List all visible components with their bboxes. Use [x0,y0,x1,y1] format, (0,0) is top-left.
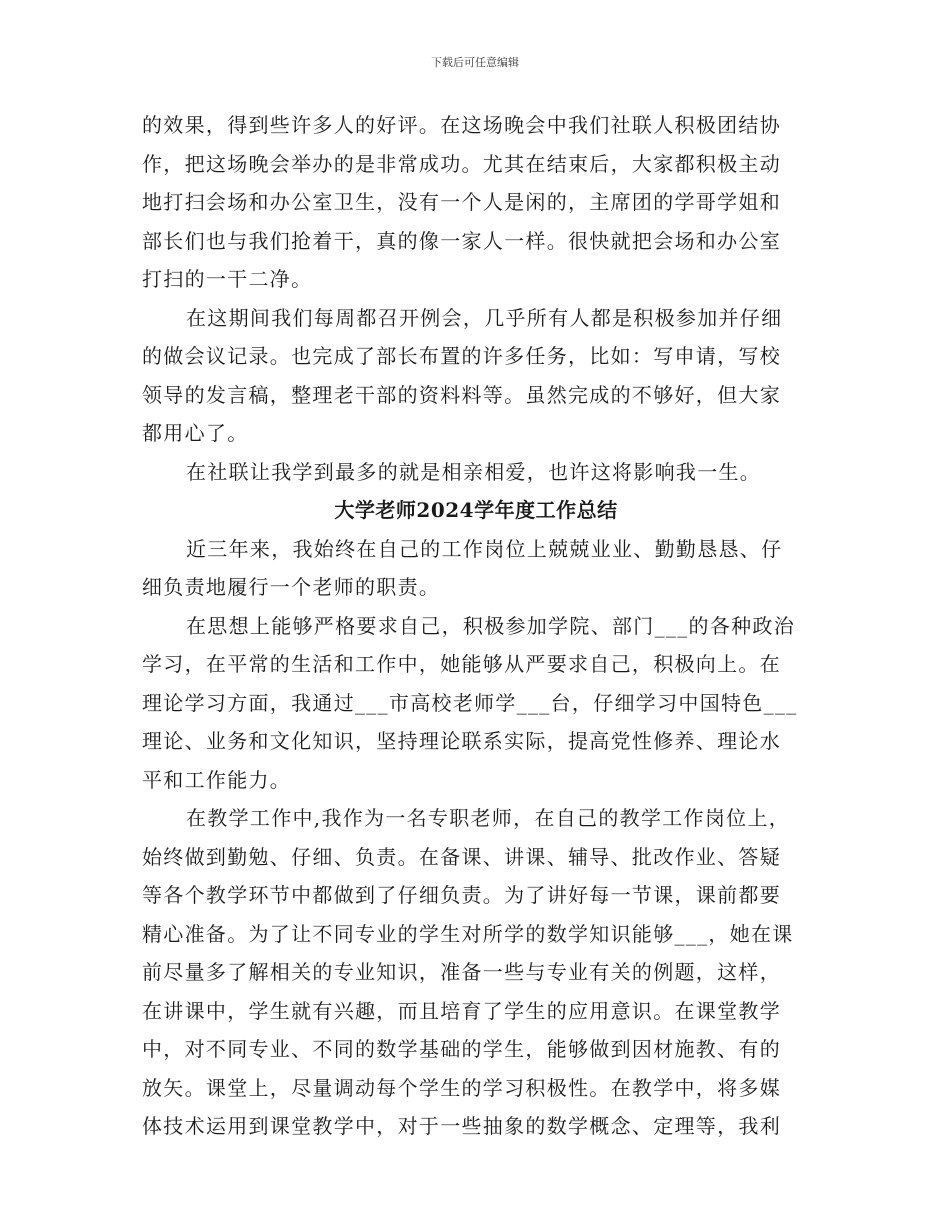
text-line: 的做会议记录。也完成了部长布置的许多任务，比如：写申请，写校 [142,344,781,368]
text-line: 学习，在平常的生活和工作中，她能够从严要求自己，积极向上。在 [142,652,781,676]
text-line: 在这期间我们每周都召开例会，几乎所有人都是积极参加并仔细 [186,305,783,330]
text-line: 都用心了。 [142,421,249,445]
paragraph [142,106,810,299]
text-line: 体技术运用到课堂教学中，对于一些抽象的数学概念、定理等，我利 [142,1114,781,1138]
page-header: 下载后可任意编辑 [431,56,519,69]
text-line: 理论、业务和文化知识，坚持理论联系实际，提高党性修养、理论水 [142,729,781,753]
paragraph [142,530,810,607]
document-body [142,106,810,1146]
paragraph [142,799,810,1146]
text-line: 作，把这场晚会举办的是非常成功。尤其在结束后，大家都积极主动 [142,151,781,176]
text-line: 放矢。课堂上，尽量调动每个学生的学习积极性。在教学中，将多媒 [142,1075,781,1100]
text-line: 理论学习方面，我通过___市高校老师学___台，仔细学习中国特色___ [142,690,798,715]
paragraph [142,607,810,800]
text-line: 细负责地履行一个老师的职责。 [142,575,441,599]
text-line: 前尽量多了解相关的专业知识，准备一些与专业有关的例题，这样， [142,960,781,984]
text-line: 始终做到勤勉、仔细、负责。在备课、讲课、辅导、批改作业、答疑 [142,844,781,869]
text-line: 在社联让我学到最多的就是相亲相爱，也许这将影响我一生。 [186,459,762,484]
text-line: 平和工作能力。 [142,767,292,792]
text-line: 地打扫会场和办公室卫生，没有一个人是闲的，主席团的学哥学姐和 [142,190,781,214]
text-line: 在教学工作中,我作为一名专职老师，在自己的教学工作岗位上， [186,806,791,830]
paragraph [142,299,810,453]
text-line: 精心准备。为了让不同专业的学生对所学的数学知识能够___，她在课 [142,921,794,946]
text-line: 等各个教学环节中都做到了仔细负责。为了讲好每一节课，课前都要 [142,883,781,907]
text-line: 近三年来，我始终在自己的工作岗位上兢兢业业、勤勤恳恳、仔 [186,536,783,561]
text-line: 领导的发言稿，整理老干部的资料料等。虽然完成的不够好，但大家 [142,382,781,407]
text-line: 的效果，得到些许多人的好评。在这场晚会中我们社联人积极团结协 [142,113,781,137]
section-title [142,491,810,530]
text-line: 中，对不同专业、不同的数学基础的学生，能够做到因材施教、有的 [142,1037,781,1061]
text-line: 部长们也与我们抢着干，真的像一家人一样。很快就把会场和办公室 [142,228,781,253]
text-line: 在思想上能够严格要求自己，积极参加学院、部门___的各种政治 [186,613,795,638]
text-line: 在讲课中，学生就有兴趣，而且培育了学生的应用意识。在课堂教学 [142,998,781,1023]
paragraph [142,453,810,492]
title-line: 大学老师2024学年度工作总结 [334,498,618,522]
text-line: 打扫的一干二净。 [142,267,313,291]
